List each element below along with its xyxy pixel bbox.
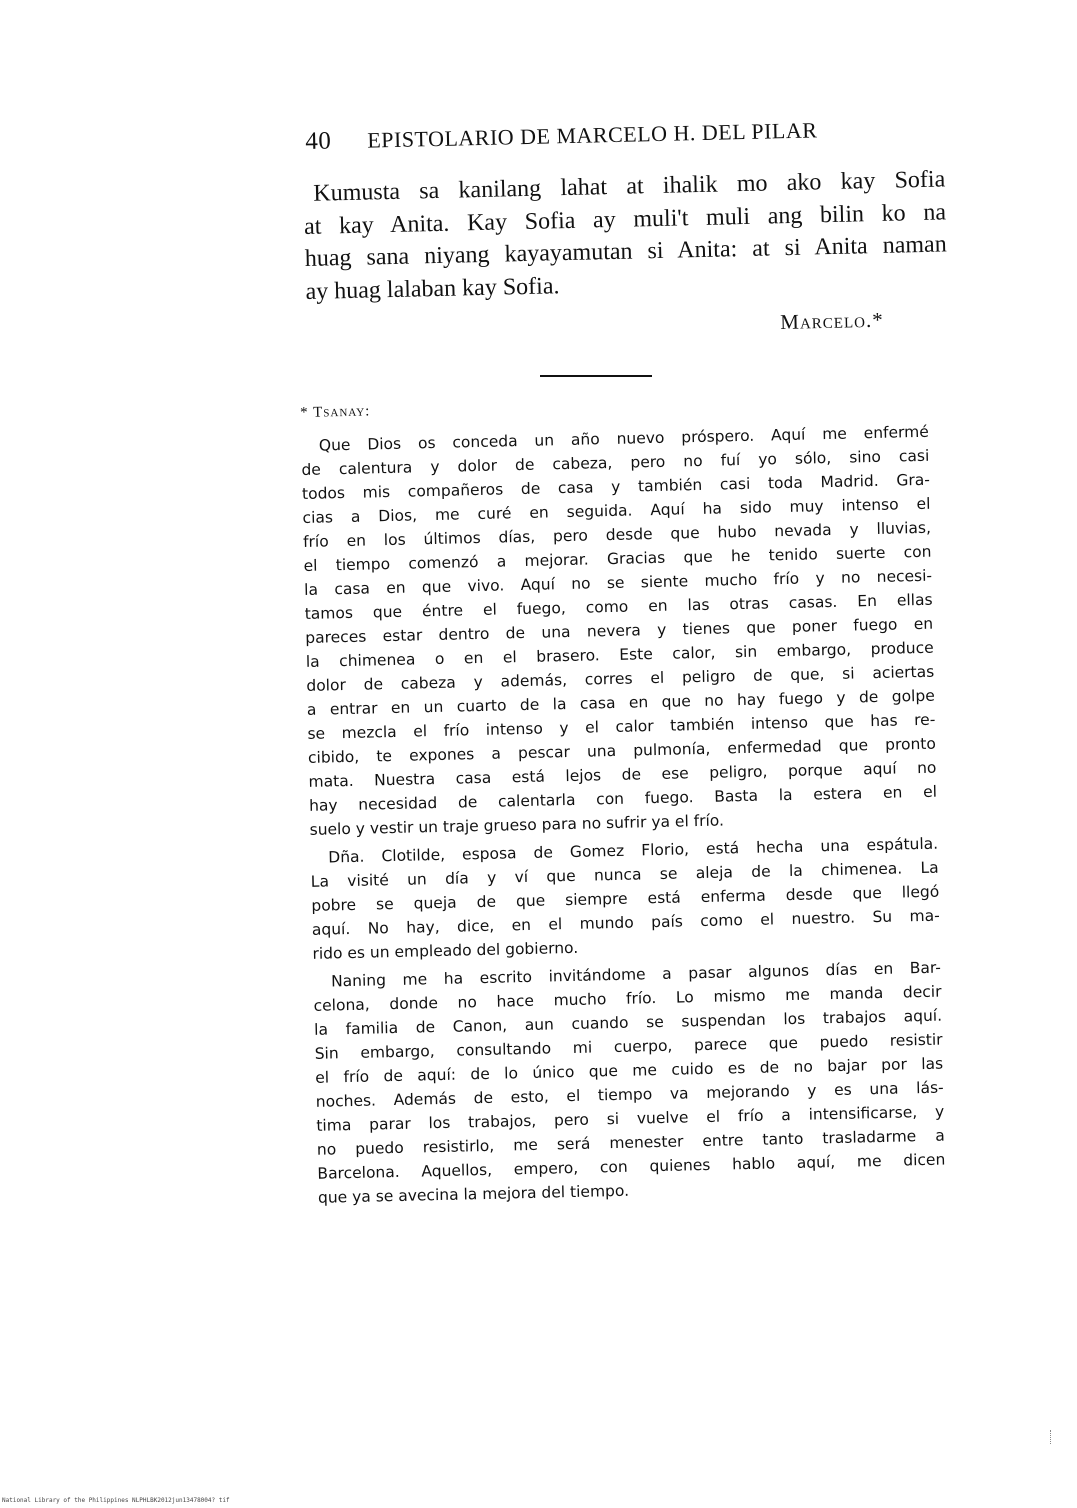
text-line: Dña. Clotilde, esposa de Gomez Florio, está hecha una espátula. [328, 834, 939, 867]
text-line: Sin embargo, consultando mi cuerpo, parece que puedo resistir [314, 1030, 943, 1063]
text-line: tamos que éntre el fuego, como en las otras casas. En ellas [304, 590, 933, 623]
text-line: noches. Además de esto, el tiempo va mejorando y es una lás- [315, 1078, 944, 1111]
text-line: suelo y vestir un traje grueso para no sufrir ya el frío. [309, 811, 725, 839]
footnote-paragraph [301, 420, 938, 842]
text-line: que ya se avecina la mejora del tiempo. [317, 1181, 630, 1207]
footnote-paragraph [313, 956, 946, 1210]
text-line: se mezcla el frío intenso y el calor también intenso que has re- [307, 710, 936, 743]
page-number: 40 [305, 127, 332, 155]
text-line: el frío de aquí: de lo único que me cuido es de no bajar por las [315, 1054, 944, 1087]
text-line: tima parar los trabajos, pero si vuelve el frío a intensificarse, y [316, 1102, 945, 1135]
text-line: huag sana niyang kayayamutan si Anita: at si Anita naman [304, 231, 947, 272]
text-line: cibido, te expones a pescar una pulmonía, enfermedad que pronto [307, 734, 937, 767]
text-line: celona, donde no hace mucho frío. Lo mismo me manda decir [313, 982, 942, 1015]
signature: Marcelo.* [780, 307, 884, 334]
text-line: el tiempo comenzó a mejorar. Gracias que he tenido suerte con [303, 542, 932, 575]
text-line: aquí. No hay, dice, en el mundo país como el nuestro. Su ma- [311, 906, 940, 939]
text-line: Barcelona. Aquellos, empero, con quienes hablo aquí, me dicen [317, 1150, 946, 1183]
text-line: Naning me ha escrito invitándome a pasar algunos días en Bar- [330, 958, 942, 991]
text-line: la chimenea o en el brasero. Este calor, sin embargo, produce [305, 638, 934, 671]
scan-footer: National Library of the Philippines NLPHLBK2012jun13478004? tif [2, 1497, 230, 1504]
text-line: mata. Nuestra casa está lejos de ese peligro, porque aquí no [308, 758, 937, 791]
text-line: no puedo resistirlo, me será menester entre tanto trasladarme a [316, 1126, 945, 1159]
text-line: Kumusta sa kanilang lahat at ihalik mo ako kay Sofia [313, 166, 946, 207]
footnote-paragraph [310, 832, 941, 966]
text-line: rido es un empleado del gobierno. [312, 938, 579, 963]
scan-artifact [1050, 1430, 1053, 1444]
text-line: la familia de Canon, aun cuando se suspendan los trabajos aquí. [313, 1006, 943, 1039]
running-head [305, 115, 865, 156]
text-line: todos mis compañeros de casa y también casi toda Madrid. Gra- [301, 470, 931, 503]
text-line: cias a Dios, me curé en seguida. Aquí ha sido muy intenso el [302, 494, 931, 527]
text-line: a entrar en un cuarto de la casa en que no hay fuego y de golpe [306, 686, 935, 719]
section-divider [540, 375, 652, 377]
text-line: pobre se queja de que siempre está enferma desde que llegó [311, 882, 940, 915]
text-line: hay necesidad de calentarla con fuego. Basta la estera en el [308, 782, 938, 815]
text-line: Que Dios os conceda un año nuevo próspero. Aquí me enfermé [318, 422, 929, 455]
text-line: frío en los últimos días, pero desde que hubo nevada y lluvias, [302, 518, 932, 551]
tagalog-paragraph [303, 163, 948, 308]
text-line: La visité un día y ví que nunca se aleja de la chimenea. La [310, 858, 939, 891]
text-line: la casa en que vivo. Aquí no se siente mucho frío y no necesi- [303, 566, 933, 599]
book-title: EPISTOLARIO DE MARCELO H. DEL PILAR [367, 117, 818, 153]
footnote [300, 391, 946, 1214]
text-line: pareces estar dentro de una nevera y tienes que poner fuego en [305, 614, 934, 647]
text-line: ay huag lalaban kay Sofia. [305, 272, 560, 305]
text-line: de calentura y dolor de cabeza, pero no fuí yo sólo, sino casi [301, 446, 930, 479]
footnote-heading: * Tsanay: [300, 403, 371, 421]
text-line: at kay Anita. Kay Sofia ay muli't muli ang bilin ko na [303, 198, 947, 240]
text-line: dolor de cabeza y además, corres el peligro de que, si aciertas [306, 662, 935, 695]
